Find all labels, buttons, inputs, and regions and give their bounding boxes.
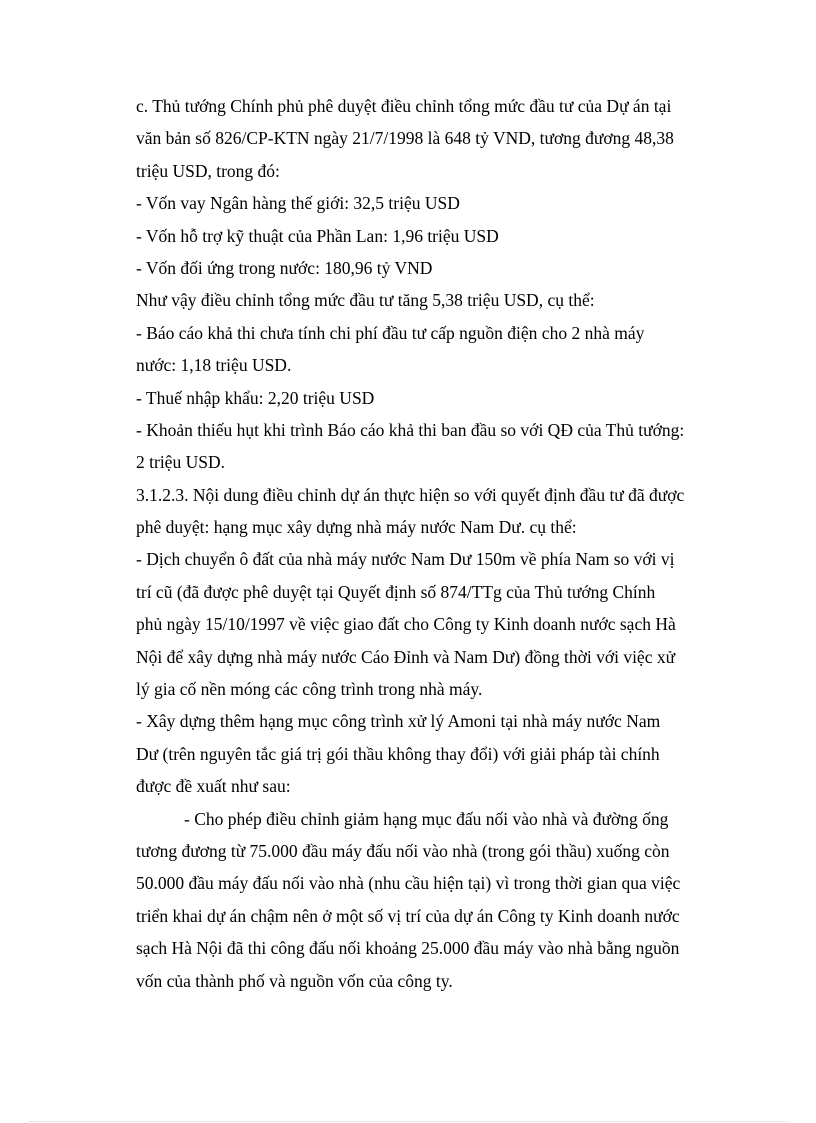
list-item: - Dịch chuyển ô đất của nhà máy nước Nam Dư 150m về phía Nam so với vị <box>136 549 675 570</box>
list-item: - Khoản thiếu hụt khi trình Báo cáo khả thi ban đầu so với QĐ của Thủ tướng: <box>136 419 685 440</box>
text-line: c. Thủ tướng Chính phủ phê duyệt điều chỉnh tổng mức đầu tư của Dự án tại <box>136 96 672 116</box>
list-item: - Vốn đối ứng trong nước: 180,96 tỷ VND <box>136 257 433 278</box>
document-page <box>136 90 766 997</box>
list-item: - Xây dựng thêm hạng mục công trình xử lý Amoni tại nhà máy nước Nam <box>136 711 661 732</box>
text-line: Như vậy điều chỉnh tổng mức đầu tư tăng 5,38 triệu USD, cụ thể: <box>136 290 595 311</box>
text-line: phê duyệt: hạng mục xây dựng nhà máy nước Nam Dư. cụ thể: <box>136 517 577 538</box>
text-line: trí cũ (đã được phê duyệt tại Quyết định số 874/TTg của Thủ tướng Chính <box>136 581 656 602</box>
list-item: - Thuế nhập khẩu: 2,20 triệu USD <box>136 387 375 408</box>
list-item: - Báo cáo khả thi chưa tính chi phí đầu tư cấp nguồn điện cho 2 nhà máy <box>136 322 645 343</box>
text-line: vốn của thành phố và nguồn vốn của công ty. <box>136 970 453 991</box>
text-line: Nội để xây dựng nhà máy nước Cáo Đỉnh và Nam Dư) đồng thời với việc xử <box>136 646 676 667</box>
text-line: 50.000 đầu máy đấu nối vào nhà (nhu cầu hiện tại) vì trong thời gian qua việc <box>136 873 681 894</box>
list-item: - Vốn hỗ trợ kỹ thuật của Phần Lan: 1,96 triệu USD <box>136 225 499 246</box>
text-line: phủ ngày 15/10/1997 về việc giao đất cho Công ty Kinh doanh nước sạch Hà <box>136 614 676 635</box>
text-line: nước: 1,18 triệu USD. <box>136 355 292 376</box>
text-line: triển khai dự án chậm nên ở một số vị trí của dự án Công ty Kinh doanh nước <box>136 905 680 926</box>
text-line: tương đương từ 75.000 đầu máy đấu nối vào nhà (trong gói thầu) xuống còn <box>136 840 670 861</box>
text-line: sạch Hà Nội đã thi công đấu nối khoảng 25.000 đầu máy vào nhà bằng nguồn <box>136 938 680 959</box>
text-line: văn bản số 826/CP-KTN ngày 21/7/1998 là 648 tỷ VND, tương đương 48,38 <box>136 128 674 149</box>
text-line: lý gia cố nền móng các công trình trong nhà máy. <box>136 679 483 700</box>
section-heading: 3.1.2.3. Nội dung điều chỉnh dự án thực hiện so với quyết định đầu tư đã được <box>136 484 685 505</box>
text-line: 2 triệu USD. <box>136 452 225 473</box>
text-line: được đề xuất như sau: <box>136 776 291 797</box>
page-bottom-divider <box>30 1121 786 1122</box>
text-line: triệu USD, trong đó: <box>136 160 280 181</box>
list-item: - Vốn vay Ngân hàng thế giới: 32,5 triệu USD <box>136 193 460 214</box>
list-item: - Cho phép điều chỉnh giảm hạng mục đấu nối vào nhà và đường ống <box>184 808 669 829</box>
text-line: Dư (trên nguyên tắc giá trị gói thầu không thay đổi) với giải pháp tài chính <box>136 743 660 764</box>
